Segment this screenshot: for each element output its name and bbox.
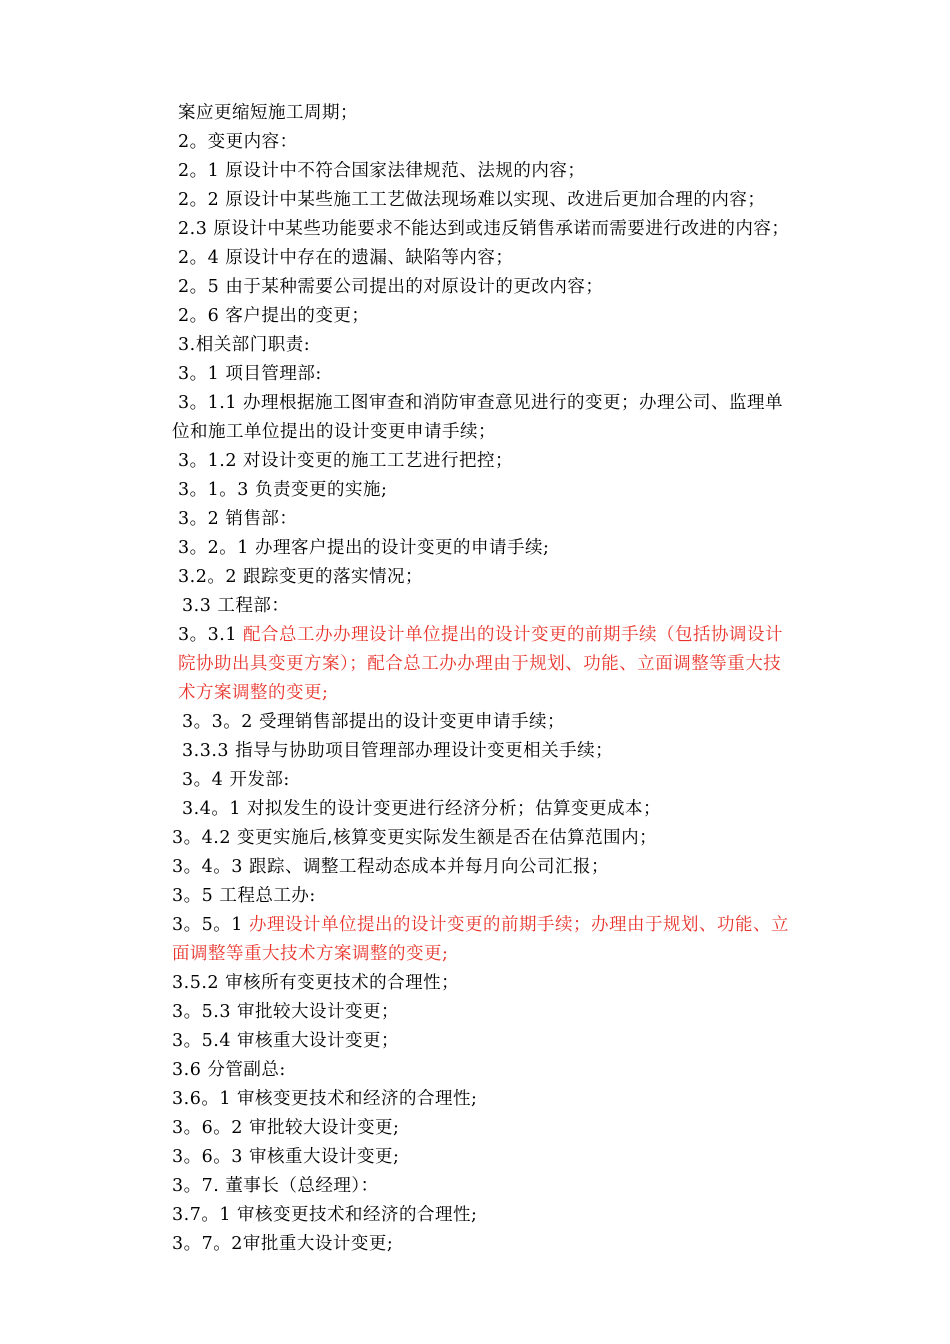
paragraph-line <box>178 625 783 645</box>
paragraph-line: 位和施工单位提出的设计变更申请手续； <box>172 422 496 442</box>
paragraph-line-number: 3。5。1 <box>172 915 249 935</box>
paragraph-line-number: 3。3.1 <box>178 625 244 645</box>
paragraph-line: 3。3。2 受理销售部提出的设计变更申请手续； <box>182 712 565 732</box>
subsection-heading: 3。7. 董事长（总经理）： <box>172 1176 379 1196</box>
paragraph-line: 3。1。3 负责变更的实施; <box>178 480 388 500</box>
paragraph-line: 3.7。1 审核变更技术和经济的合理性; <box>172 1205 478 1225</box>
highlighted-text: 院协助出具变更方案）；配合总工办办理由于规划、功能、立面调整等重大技 <box>178 654 782 674</box>
paragraph-line: 3。1.1 办理根据施工图审查和消防审查意见进行的变更；办理公司、监理单 <box>178 393 784 413</box>
paragraph-line: 2。变更内容： <box>178 132 298 152</box>
paragraph-line: 3.2。2 跟踪变更的落实情况； <box>178 567 424 587</box>
paragraph-line: 3。4.2 变更实施后,核算变更实际发生额是否在估算范围内； <box>172 828 658 848</box>
paragraph-line: 2。1 原设计中不符合国家法律规范、法规的内容； <box>178 161 586 181</box>
subsection-heading: 3。4 开发部: <box>182 770 290 790</box>
subsection-heading: 3。5 工程总工办: <box>172 886 316 906</box>
paragraph-line: 2。6 客户提出的变更； <box>178 306 370 326</box>
paragraph-line: 3。4。3 跟踪、调整工程动态成本并每月向公司汇报； <box>172 857 609 877</box>
paragraph-line: 3。6。2 审批较大设计变更; <box>172 1118 400 1138</box>
highlighted-text: 面调整等重大技术方案调整的变更; <box>172 944 449 964</box>
paragraph-line: 2。4 原设计中存在的遗漏、缺陷等内容； <box>178 248 514 268</box>
paragraph-line: 3.6。1 审核变更技术和经济的合理性; <box>172 1089 478 1109</box>
paragraph-line: 3.3.3 指导与协助项目管理部办理设计变更相关手续； <box>182 741 614 761</box>
subsection-heading: 3。1 项目管理部: <box>178 364 322 384</box>
paragraph-line: 3。5.3 审批较大设计变更； <box>172 1002 400 1022</box>
subsection-heading: 3.3 工程部： <box>182 596 290 616</box>
subsection-heading: 3。2 销售部： <box>178 509 298 529</box>
subsection-heading: 3.6 分管副总: <box>172 1060 286 1080</box>
paragraph-line: 案应更缩短施工周期； <box>178 103 358 123</box>
paragraph-line: 2。5 由于某种需要公司提出的对原设计的更改内容； <box>178 277 604 297</box>
paragraph-line: 2.3 原设计中某些功能要求不能达到或违反销售承诺而需要进行改进的内容； <box>178 219 790 239</box>
highlighted-text: 术方案调整的变更; <box>178 683 329 703</box>
paragraph-line: 3.5.2 审核所有变更技术的合理性； <box>172 973 460 993</box>
section-heading: 3.相关部门职责: <box>178 335 311 355</box>
paragraph-line: 3。2。1 办理客户提出的设计变更的申请手续; <box>178 538 550 558</box>
paragraph-line: 3.4。1 对拟发生的设计变更进行经济分析；估算变更成本； <box>182 799 662 819</box>
paragraph-line: 2。2 原设计中某些施工工艺做法现场难以实现、改进后更加合理的内容； <box>178 190 766 210</box>
highlighted-text: 办理设计单位提出的设计变更的前期手续；办理由于规划、功能、立 <box>248 915 789 935</box>
paragraph-line <box>172 915 789 935</box>
paragraph-line: 3。7。2审批重大设计变更; <box>172 1234 394 1254</box>
highlighted-text: 配合总工办办理设计单位提出的设计变更的前期手续（包括协调设计 <box>243 625 784 645</box>
paragraph-line: 3。5.4 审核重大设计变更； <box>172 1031 400 1051</box>
paragraph-line: 3。1.2 对设计变更的施工工艺进行把控； <box>178 451 514 471</box>
paragraph-line: 3。6。3 审核重大设计变更; <box>172 1147 400 1167</box>
